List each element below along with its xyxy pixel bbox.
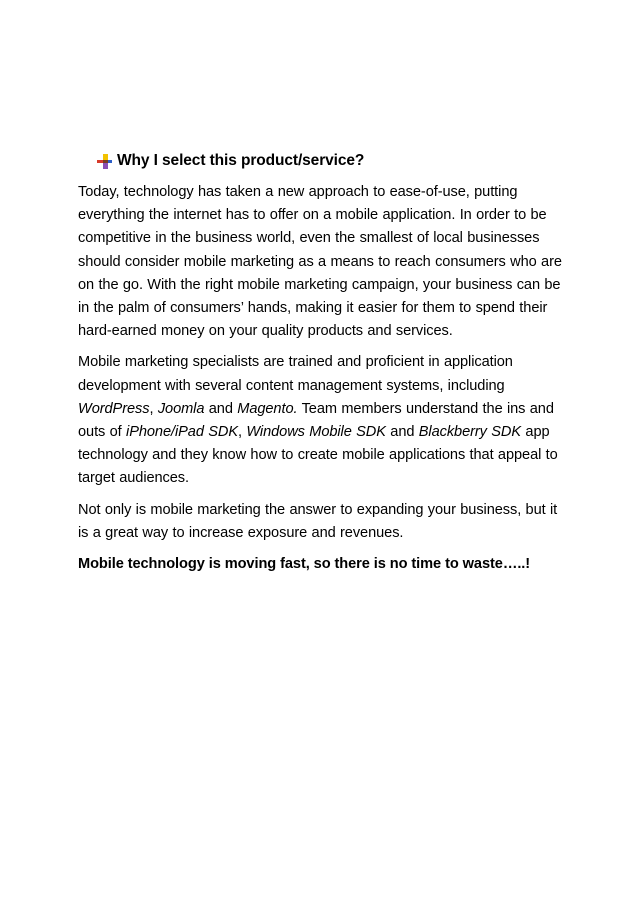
document-content — [78, 150, 568, 576]
magento-text: Magento. — [237, 400, 298, 417]
specialists-outro-text: app technology and they know how to create mobile applications that appeal to target audiences. — [78, 424, 558, 487]
four-color-bullet-icon — [97, 154, 112, 169]
wordpress-text: WordPress — [78, 400, 150, 417]
windows-sdk-text: Windows Mobile SDK — [246, 424, 386, 441]
section-heading-text: Why I select this product/service? — [117, 152, 365, 169]
paragraph-benefits: Not only is mobile marketing the answer to expanding your business, but it is a great way to increase exposure and revenues. — [78, 501, 558, 541]
team-members-text: Team members understand the ins and outs of — [78, 400, 554, 441]
joomla-text: Joomla — [157, 400, 205, 417]
comma-text: , — [149, 400, 158, 417]
specialists-intro-text: Mobile marketing specialists are trained and proficient in application development with several content management systems, including — [78, 354, 513, 394]
iphone-sdk-text: iPhone/iPad SDK — [126, 424, 238, 441]
and-text: and — [385, 424, 419, 441]
paragraph-specialists — [78, 351, 568, 490]
closing-statement: Mobile technology is moving fast, so there is no time to waste…..! — [78, 556, 531, 573]
comma-text: , — [238, 424, 247, 441]
paragraph-intro: Today, technology has taken a new approach to ease-of-use, putting everything the internet has to offer on a mobile application. In order to be competitive in the business world, even the smallest of local businesses should consider mobile marketing as a means to reach consumers who are on the go. With the right mobile marketing campaign, your business can be in the palm of consumers’ hands, making it easier for them to spend their hard-earned money on your quality products and services. — [78, 184, 562, 340]
and-text: and — [204, 400, 238, 417]
blackberry-sdk-text: Blackberry SDK — [418, 424, 522, 441]
section-heading — [97, 150, 568, 172]
